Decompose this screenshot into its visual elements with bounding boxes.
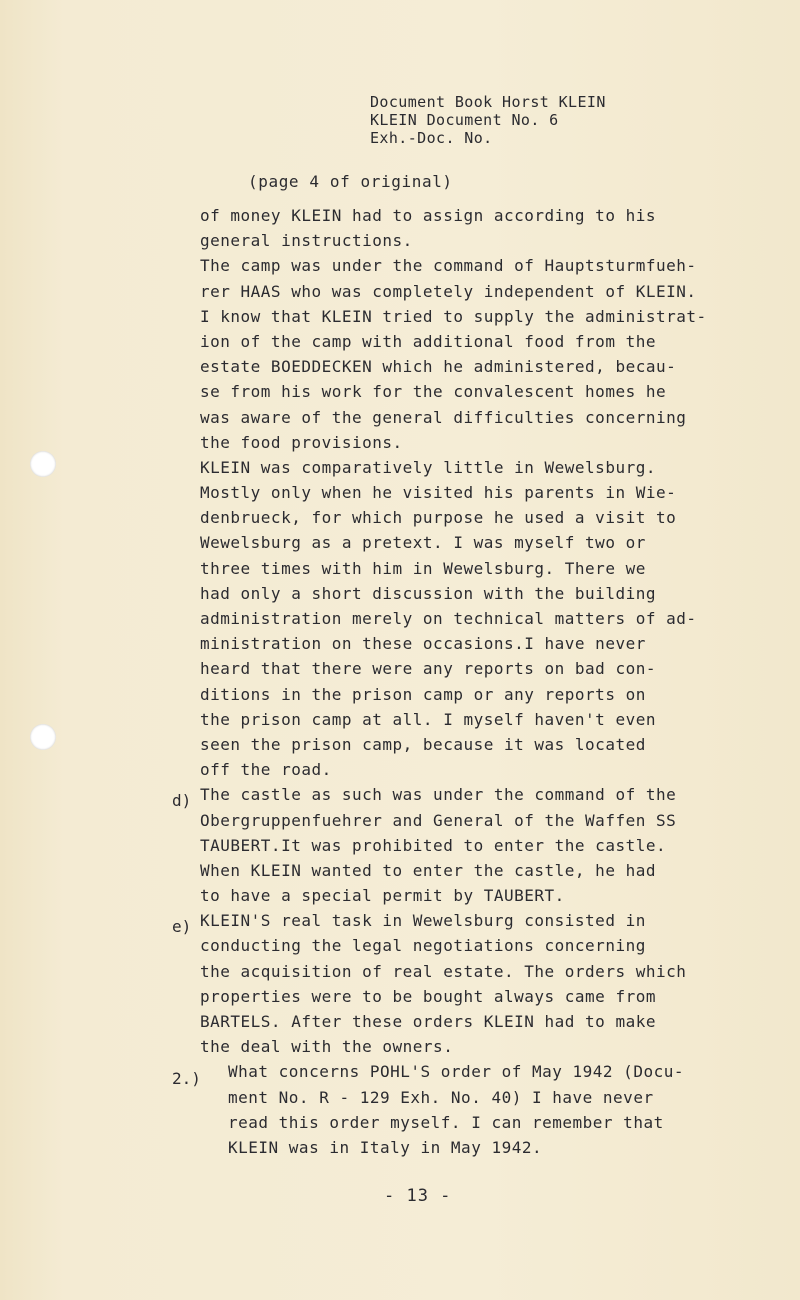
body-line: ditions in the prison camp or any reports on bbox=[200, 684, 646, 704]
body-line: KLEIN was comparatively little in Wewelsburg. bbox=[200, 457, 656, 477]
header-line-3: Exh.-Doc. No. bbox=[370, 129, 493, 147]
body-line: rer HAAS who was completely independent of KLEIN. bbox=[200, 281, 697, 301]
body-line: had only a short discussion with the building bbox=[200, 583, 656, 603]
body-line: properties were to be bought always came from bbox=[200, 986, 656, 1006]
body-line: three times with him in Wewelsburg. There we bbox=[200, 558, 646, 578]
body-line: the prison camp at all. I myself haven't even bbox=[200, 709, 656, 729]
body-line: heard that there were any reports on bad con- bbox=[200, 659, 656, 679]
page-number: - 13 - bbox=[384, 1186, 452, 1206]
body-line: I know that KLEIN tried to supply the administrat- bbox=[200, 306, 707, 326]
body-line: denbrueck, for which purpose he used a visit to bbox=[200, 508, 677, 528]
body-line: seen the prison camp, because it was located bbox=[200, 734, 646, 754]
body-line: What concerns POHL'S order of May 1942 (Docu- bbox=[228, 1062, 684, 1082]
body-line: estate BOEDDECKEN which he administered, becau- bbox=[200, 357, 677, 377]
document-body bbox=[200, 203, 760, 1160]
body-line: BARTELS. After these orders KLEIN had to make bbox=[200, 1012, 656, 1031]
body-line: Mostly only when he visited his parents in Wie- bbox=[200, 483, 677, 503]
body-line: The camp was under the command of Hauptsturmfueh- bbox=[200, 256, 697, 276]
page-of-original-note: (page 4 of original) bbox=[248, 172, 453, 191]
body-line: Wewelsburg as a pretext. I was myself two or bbox=[200, 533, 646, 553]
body-line: off the road. bbox=[200, 760, 332, 780]
body-line: of money KLEIN had to assign according to his bbox=[200, 206, 656, 225]
header-line-1: Document Book Horst KLEIN bbox=[370, 93, 606, 111]
body-line: se from his work for the convalescent homes he bbox=[200, 382, 667, 402]
body-line: ment No. R - 129 Exh. No. 40) I have never bbox=[228, 1087, 654, 1107]
document-header bbox=[370, 93, 606, 147]
header-line-2: KLEIN Document No. 6 bbox=[370, 111, 559, 129]
body-line: ion of the camp with additional food from the bbox=[200, 331, 656, 351]
body-line: KLEIN'S real task in Wewelsburg consisted in bbox=[200, 911, 646, 931]
body-line: the food provisions. bbox=[200, 432, 403, 452]
body-line: administration merely on technical matters of ad- bbox=[200, 609, 697, 628]
punch-hole-bottom bbox=[30, 724, 56, 750]
body-line: When KLEIN wanted to enter the castle, he had bbox=[200, 860, 656, 880]
body-line: general instructions. bbox=[200, 231, 413, 251]
item-marker-e: e) bbox=[172, 917, 192, 936]
body-line: read this order myself. I can remember that bbox=[228, 1112, 664, 1132]
punch-hole-top bbox=[30, 451, 56, 477]
item-marker-d: d) bbox=[172, 791, 192, 810]
item-marker-2: 2.) bbox=[172, 1069, 201, 1088]
body-line: KLEIN was in Italy in May 1942. bbox=[228, 1137, 543, 1157]
body-line: Obergruppenfuehrer and General of the Waffen SS bbox=[200, 810, 677, 830]
body-line: the acquisition of real estate. The orders which bbox=[200, 961, 687, 981]
body-line: The castle as such was under the command of the bbox=[200, 785, 677, 805]
body-line: conducting the legal negotiations concerning bbox=[200, 936, 646, 956]
body-line: TAUBERT.It was prohibited to enter the castle. bbox=[200, 835, 667, 855]
body-line: the deal with the owners. bbox=[200, 1037, 454, 1057]
body-line: was aware of the general difficulties concerning bbox=[200, 407, 687, 427]
body-line: to have a special permit by TAUBERT. bbox=[200, 886, 565, 906]
body-line: ministration on these occasions.I have never bbox=[200, 634, 646, 654]
